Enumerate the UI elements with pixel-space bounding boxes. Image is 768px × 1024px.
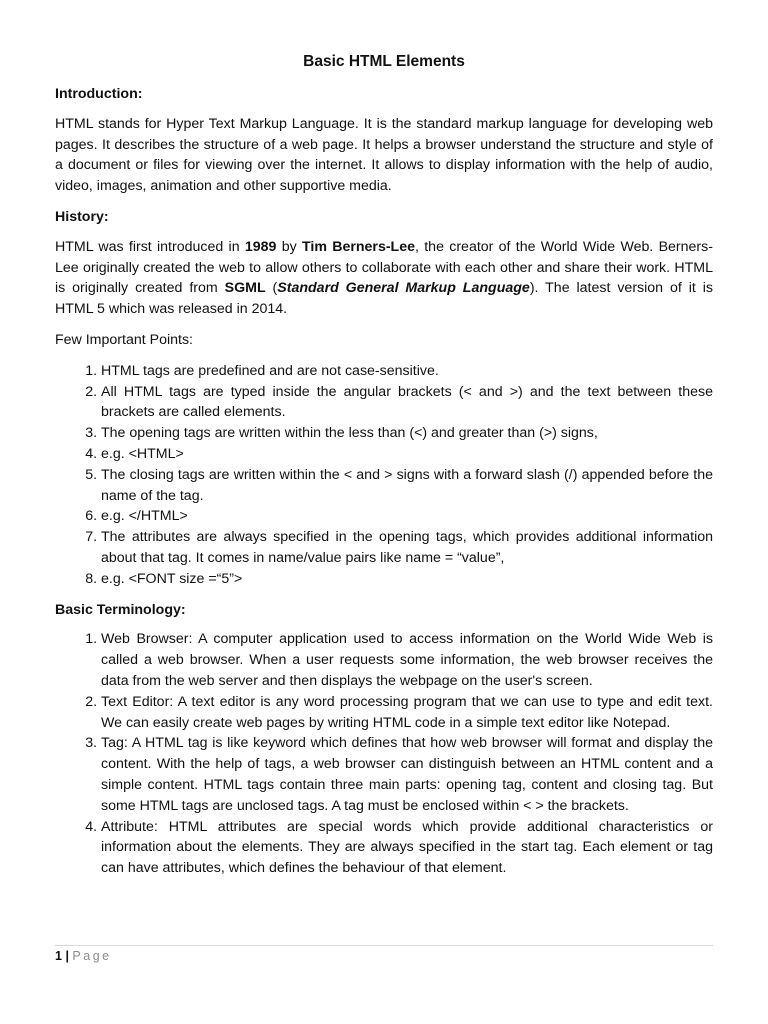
list-item: 8. e.g. <FONT size =“5”> [101,569,713,590]
history-text-4: ( [265,280,278,297]
footer-separator: | [65,949,69,963]
document-page [55,52,713,879]
list-item: 7. The attributes are always specified in the opening tags, which provides additional information about that tag. It comes in name/value pairs like name = “value”, [101,527,713,569]
page-number: 1 [55,949,62,963]
introduction-heading: Introduction: [55,86,143,102]
list-item: 1. HTML tags are predefined and are not case-sensitive. [101,361,713,382]
list-item: 6. e.g. </HTML> [101,506,713,527]
list-item: 2. All HTML tags are typed inside the angular brackets (< and >) and the text between these brackets are called elements. [101,382,713,424]
history-text-5: ). The latest version of it is HTML 5 which was released in 2014. [55,280,714,318]
points-intro: Few Important Points: [55,331,193,348]
introduction-paragraph: HTML stands for Hyper Text Markup Language. It is the standard markup language for developing web pages. It describes the structure of a web page. It helps a browser understand the structure and style of a document or files for viewing over the internet. It allows to display information with the help of audio, video, images, animation and other supportive media. [55,115,713,195]
list-item: 4. e.g. <HTML> [101,444,713,465]
terminology-list [55,629,713,879]
history-heading: History: [55,208,109,225]
history-text-3: , the creator of the World Wide Web. Berners-Lee originally created the web to allow others to collaborate with each other and share their work. HTML is originally created from [55,238,713,297]
history-sgml-full: Standard General Markup Language [277,280,530,297]
page-label: Page [72,949,112,963]
terminology-heading: Basic Terminology: [55,601,186,618]
important-points-list [55,361,713,590]
history-person: Tim Berners-Lee [301,238,416,255]
list-item: 3. Tag: A HTML tag is like keyword which defines that how web browser will format and display the content. With the help of tags, a web browser can distinguish between an HTML content and a simple content. HTML tags contain three main parts: opening tag, content and closing tag. But some HTML tags are unclosed tags. A tag must be enclosed within < > the brackets. [101,733,713,816]
document-title: Basic HTML Elements [303,53,465,70]
footer-divider [55,945,713,946]
page-footer [55,948,112,964]
history-sgml: SGML [224,280,266,297]
list-item: 2. Text Editor: A text editor is any word processing program that we can use to type and edit text. We can easily create web pages by writing HTML code in a simple text editor like Notepad. [101,692,713,734]
history-paragraph [55,237,713,320]
history-year: 1989 [244,238,277,255]
list-item: 5. The closing tags are written within the < and > signs with a forward slash (/) appended before the name of the tag. [101,465,713,507]
history-text-1: HTML was first introduced in [55,238,245,255]
list-item: 4. Attribute: HTML attributes are special words which provide additional characteristics or information about the elements. They are always specified in the start tag. Each element or tag can have attributes, which defines the behaviour of that element. [101,817,713,879]
list-item: 1. Web Browser: A computer application used to access information on the World Wide Web is called a web browser. When a user requests some information, the web browser receives the data from the web server and then displays the webpage on the user's screen. [101,629,713,691]
list-item: 3. The opening tags are written within the less than (<) and greater than (>) signs, [101,423,713,444]
history-text-2: by [276,238,302,255]
